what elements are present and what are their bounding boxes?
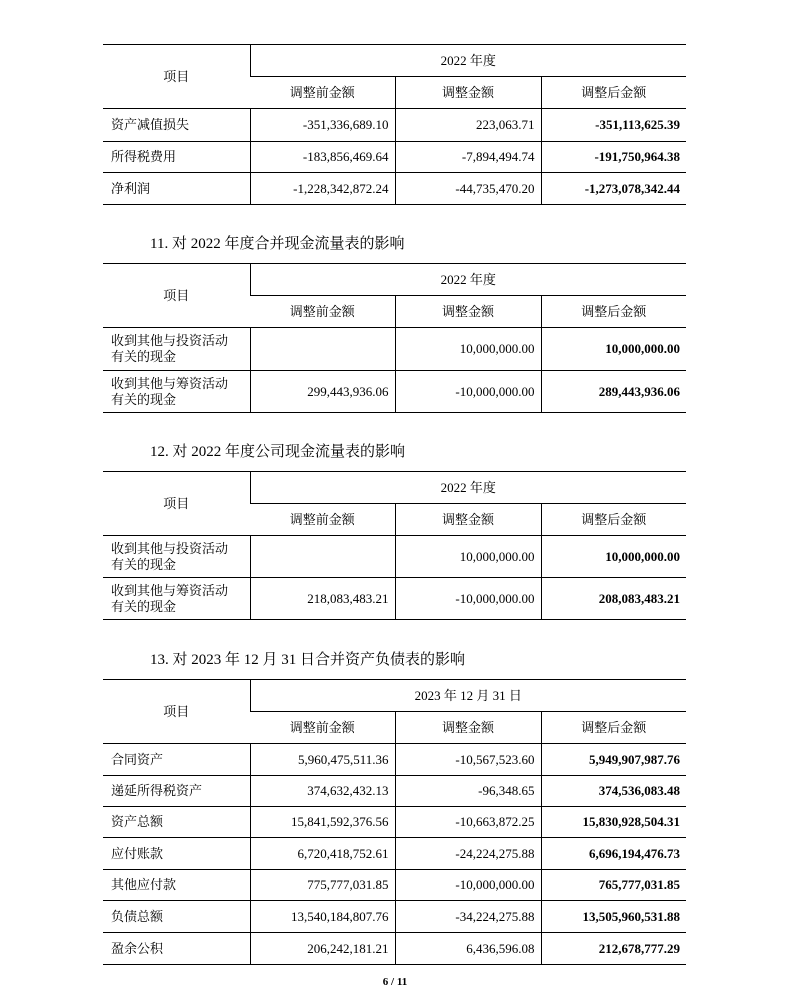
amount-adjustment: -44,735,470.20: [395, 173, 541, 205]
period-header: 2023 年 12 月 31 日: [250, 680, 686, 712]
row-label-line2: 有关的现金: [111, 598, 177, 614]
table-row: [103, 933, 686, 965]
amount-adjustment: -10,000,000.00: [395, 371, 541, 413]
row-label: 盈余公积: [103, 933, 250, 965]
amount-after: 5,949,907,987.76: [541, 744, 686, 776]
period-header: 2022 年度: [250, 264, 686, 296]
consolidated-cash-flow-table: [103, 263, 686, 413]
amount-after: 15,830,928,504.31: [541, 807, 686, 838]
amount-adjustment: 10,000,000.00: [395, 328, 541, 371]
amount-before: 6,720,418,752.61: [250, 838, 395, 870]
row-label: 合同资产: [103, 744, 250, 776]
row-label: 应付账款: [103, 838, 250, 870]
table-row: [103, 578, 686, 620]
row-label: 资产总额: [103, 807, 250, 838]
amount-adjustment: -10,567,523.60: [395, 744, 541, 776]
table-row: [103, 371, 686, 413]
col-header-before: 调整前金额: [250, 296, 395, 328]
col-header-before: 调整前金额: [250, 77, 395, 109]
amount-adjustment: -34,224,275.88: [395, 901, 541, 933]
table-row: [103, 536, 686, 578]
amount-adjustment: 223,063.71: [395, 109, 541, 142]
amount-adjustment: -96,348.65: [395, 776, 541, 807]
amount-before: 206,242,181.21: [250, 933, 395, 965]
table-row: [103, 807, 686, 838]
table-row: [103, 142, 686, 173]
col-header-after: 调整后金额: [541, 504, 686, 536]
amount-before: 5,960,475,511.36: [250, 744, 395, 776]
amount-before: 299,443,936.06: [250, 371, 395, 413]
amount-after: 6,696,194,476.73: [541, 838, 686, 870]
amount-before: 218,083,483.21: [250, 578, 395, 620]
amount-adjustment: 10,000,000.00: [395, 536, 541, 578]
table-row: [103, 776, 686, 807]
row-label: [103, 536, 250, 578]
row-label: 其他应付款: [103, 870, 250, 901]
col-header-before: 调整前金额: [250, 504, 395, 536]
col-header-adjustment: 调整金额: [395, 77, 541, 109]
amount-adjustment: -7,894,494.74: [395, 142, 541, 173]
table-row: [103, 870, 686, 901]
row-label: 所得税费用: [103, 142, 250, 173]
row-label-line2: 有关的现金: [111, 556, 177, 572]
col-header-after: 调整后金额: [541, 712, 686, 744]
row-label-line1: 收到其他与投资活动: [111, 333, 229, 348]
amount-after: 212,678,777.29: [541, 933, 686, 965]
amount-after: -351,113,625.39: [541, 109, 686, 142]
col-header-after: 调整后金额: [541, 77, 686, 109]
table-row: [103, 901, 686, 933]
period-header: 2022 年度: [250, 45, 686, 77]
amount-before: [250, 536, 395, 578]
row-label-line2: 有关的现金: [111, 349, 177, 364]
amount-before: 15,841,592,376.56: [250, 807, 395, 838]
col-header-adjustment: 调整金额: [395, 504, 541, 536]
col-header-after: 调整后金额: [541, 296, 686, 328]
amount-after: -1,273,078,342.44: [541, 173, 686, 205]
table-row: [103, 109, 686, 142]
table-row: [103, 838, 686, 870]
row-label-line2: 有关的现金: [111, 391, 177, 407]
amount-after: 765,777,031.85: [541, 870, 686, 901]
period-header: 2022 年度: [250, 472, 686, 504]
row-label: [103, 328, 250, 371]
amount-after: -191,750,964.38: [541, 142, 686, 173]
page-number: 6 / 11: [382, 976, 408, 988]
amount-after: 10,000,000.00: [541, 328, 686, 371]
item-header: 项目: [103, 680, 250, 744]
row-label-line1: 收到其他与筹资活动: [111, 582, 229, 598]
item-header: 项目: [103, 472, 250, 536]
amount-after: 374,536,083.48: [541, 776, 686, 807]
table-row: [103, 173, 686, 205]
amount-after: 13,505,960,531.88: [541, 901, 686, 933]
col-header-adjustment: 调整金额: [395, 712, 541, 744]
row-label: 递延所得税资产: [103, 776, 250, 807]
amount-before: 374,632,432.13: [250, 776, 395, 807]
amount-before: -351,336,689.10: [250, 109, 395, 142]
amount-before: -183,856,469.64: [250, 142, 395, 173]
amount-before: 13,540,184,807.76: [250, 901, 395, 933]
amount-adjustment: 6,436,596.08: [395, 933, 541, 965]
amount-after: 289,443,936.06: [541, 371, 686, 413]
item-header: 项目: [103, 45, 250, 109]
table-row: [103, 328, 686, 371]
company-cash-flow-table: [103, 471, 686, 620]
col-header-before: 调整前金额: [250, 712, 395, 744]
amount-adjustment: -10,000,000.00: [395, 870, 541, 901]
amount-before: [250, 328, 395, 371]
row-label: 净利润: [103, 173, 250, 205]
col-header-adjustment: 调整金额: [395, 296, 541, 328]
amount-after: 10,000,000.00: [541, 536, 686, 578]
balance-sheet-table: [103, 679, 686, 965]
section-13-title: 13. 对 2023 年 12 月 31 日合并资产负债表的影响: [150, 652, 466, 668]
row-label: [103, 371, 250, 413]
section-11-title: 11. 对 2022 年度合并现金流量表的影响: [150, 236, 405, 252]
amount-adjustment: -24,224,275.88: [395, 838, 541, 870]
row-label-line1: 收到其他与筹资活动: [111, 375, 229, 391]
row-label: 负债总额: [103, 901, 250, 933]
item-header: 项目: [103, 264, 250, 328]
amount-after: 208,083,483.21: [541, 578, 686, 620]
amount-before: 775,777,031.85: [250, 870, 395, 901]
row-label: [103, 578, 250, 620]
row-label-line1: 收到其他与投资活动: [111, 540, 229, 556]
income-statement-table: [103, 44, 686, 205]
amount-before: -1,228,342,872.24: [250, 173, 395, 205]
row-label: 资产减值损失: [103, 109, 250, 142]
table-row: [103, 744, 686, 776]
amount-adjustment: -10,000,000.00: [395, 578, 541, 620]
section-12-title: 12. 对 2022 年度公司现金流量表的影响: [150, 444, 406, 460]
amount-adjustment: -10,663,872.25: [395, 807, 541, 838]
